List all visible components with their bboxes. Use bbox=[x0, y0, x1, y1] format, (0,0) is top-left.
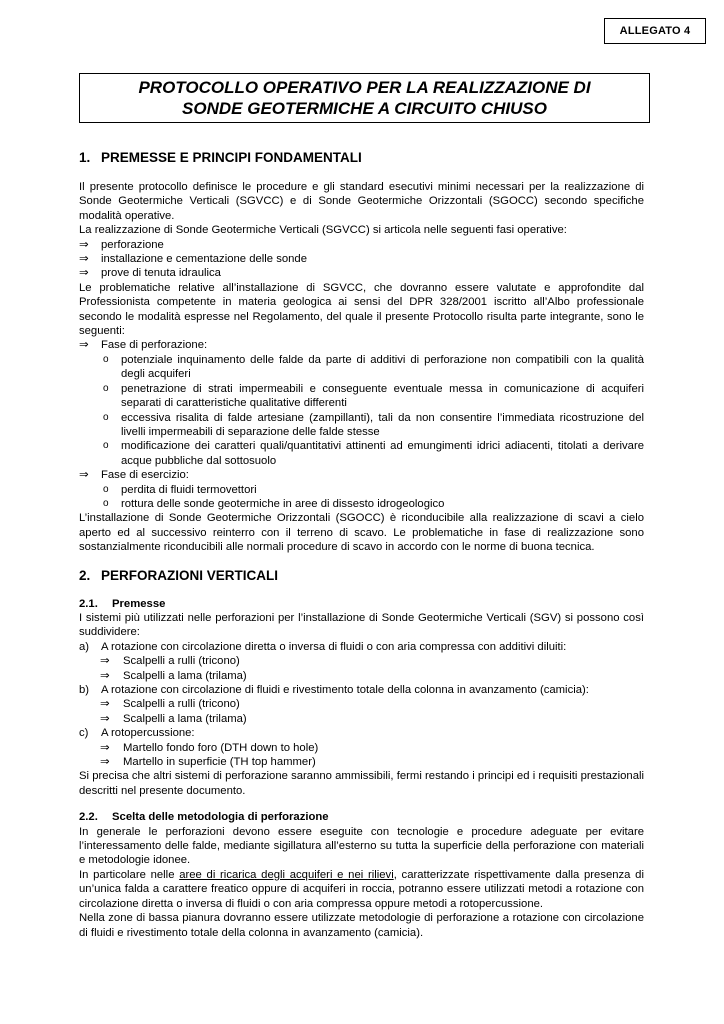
list-item bbox=[79, 468, 644, 482]
subsection-2-1-closing: Si precisa che altri sistemi di perforazione saranno ammissibili, fermi restando i principi ed i requisiti prestazionali descritti nel presente documento. bbox=[79, 770, 644, 797]
allegato-label: ALLEGATO 4 bbox=[604, 18, 706, 44]
list-item-text: Fase di esercizio: bbox=[101, 469, 189, 482]
list-item bbox=[79, 483, 644, 497]
list-item-text: Scalpelli a lama (trilama) bbox=[123, 712, 247, 725]
subsection-2-1-heading bbox=[79, 597, 644, 611]
circle-bullet-icon: o bbox=[103, 440, 109, 452]
subsection-2-2-number: 2.2. bbox=[79, 811, 98, 824]
arrow-right-icon: ⇒ bbox=[100, 669, 110, 682]
arrow-right-icon: ⇒ bbox=[100, 698, 110, 711]
paragraph-text: , caratterizzate rispettivamente dalla presenza di un’unica falda a carattere freatico oppure di acquiferi in roccia, potranno essere utilizzati metodi a rotazione con circolazione diretta o inversa di fluidi o con aria compressa oppure metodi a rotopercussione. bbox=[79, 868, 644, 910]
subsection-2-1-intro: I sistemi più utilizzati nelle perforazioni per l’installazione di Sonde Geotermiche Verticali (SGV) si possono così suddividere: bbox=[79, 611, 644, 639]
drilling-systems-list bbox=[79, 640, 644, 770]
list-item-text: prove di tenuta idraulica bbox=[101, 267, 221, 280]
list-item-text: penetrazione di strati impermeabili e conseguente eventuale messa in comunicazione di acquiferi separati di caratteristiche qualitative differenti bbox=[121, 382, 644, 410]
list-letter: a) bbox=[79, 640, 90, 653]
circle-bullet-icon: o bbox=[103, 382, 109, 394]
list-item-text: installazione e cementazione delle sonde bbox=[101, 253, 307, 266]
list-item-text: Martello in superficie (TH top hammer) bbox=[123, 756, 316, 769]
subsection-2-2-heading bbox=[79, 810, 644, 824]
subsection-2-1-title: Premesse bbox=[112, 597, 166, 610]
list-letter: c) bbox=[79, 727, 89, 740]
section-1-problems-intro: Le problematiche relative all’installazione di SGVCC, che dovranno essere valutate e approfondite dal Professionista competente in materia geologica ai sensi del DPR 328/2001 iscritto all’Albo professionale secondo le modalità espresse nel Regolamento, del quale il presente Protocollo risulta parte integrante, sono le seguenti: bbox=[79, 281, 644, 338]
list-item-text: Scalpelli a rulli (tricono) bbox=[123, 698, 240, 711]
list-item-text: potenziale inquinamento delle falde da parte di additivi di perforazione non compatibili con la qualità degli acquiferi bbox=[121, 353, 644, 381]
circle-bullet-icon: o bbox=[103, 497, 109, 509]
list-item bbox=[79, 669, 644, 683]
list-item bbox=[79, 654, 644, 668]
arrow-right-icon: ⇒ bbox=[100, 756, 110, 769]
list-item-text: modificazione dei caratteri quali/quantitativi attinenti ad emungimenti idrici adiacenti, titolati a derivare acque pubbliche dal sottosuolo bbox=[121, 440, 644, 467]
list-item-text: perdita di fluidi termovettori bbox=[121, 483, 257, 496]
list-item-text: Scalpelli a lama (trilama) bbox=[123, 669, 247, 682]
arrow-right-icon: ⇒ bbox=[100, 712, 110, 725]
document-title-line-2: SONDE GEOTERMICHE A CIRCUITO CHIUSO bbox=[182, 99, 547, 118]
list-item bbox=[79, 353, 644, 382]
list-item bbox=[79, 683, 644, 697]
paragraph-text: In particolare nelle bbox=[79, 868, 180, 881]
list-item-text: perforazione bbox=[101, 238, 164, 251]
subsection-2-2-paragraph-2 bbox=[79, 868, 644, 911]
section-2-title: PERFORAZIONI VERTICALI bbox=[101, 567, 279, 583]
section-1-phases-intro: La realizzazione di Sonde Geotermiche Verticali (SGVCC) si articola nelle seguenti fasi operative: bbox=[79, 224, 567, 237]
list-item bbox=[79, 755, 644, 769]
list-item bbox=[79, 382, 644, 411]
circle-bullet-icon: o bbox=[103, 411, 109, 423]
list-item bbox=[79, 238, 644, 252]
section-1-number: 1. bbox=[79, 150, 91, 165]
list-item bbox=[79, 411, 644, 440]
list-item-text: rottura delle sonde geotermiche in aree di dissesto idrogeologico bbox=[121, 497, 445, 510]
phases-list bbox=[79, 238, 644, 281]
list-item bbox=[79, 712, 644, 726]
list-item-text: A rotazione con circolazione diretta o inversa di fluidi o con aria compressa con additivi diluiti: bbox=[101, 640, 567, 653]
arrow-right-icon: ⇒ bbox=[100, 741, 110, 754]
list-item-text: A rotazione con circolazione di fluidi e rivestimento totale della colonna in avanzamento (camicia): bbox=[101, 684, 589, 696]
arrow-right-icon: ⇒ bbox=[79, 469, 89, 482]
arrow-right-icon: ⇒ bbox=[79, 339, 89, 352]
section-1-intro: Il presente protocollo definisce le procedure e gli standard esecutivi minimi necessari per la realizzazione di Sonde Geotermiche Verticali (SGVCC) e di Sonde Geotermiche Orizzontali (SGOCC) secondo specifiche modalità operative. bbox=[79, 181, 644, 222]
section-1-heading bbox=[79, 150, 644, 166]
circle-bullet-icon: o bbox=[103, 483, 109, 495]
list-item bbox=[79, 726, 644, 740]
list-item bbox=[79, 497, 644, 511]
subsection-2-2-title: Scelta delle metodologia di perforazione bbox=[112, 811, 329, 824]
document-title-box bbox=[79, 73, 650, 123]
list-item bbox=[79, 266, 644, 280]
section-2-number: 2. bbox=[79, 567, 91, 583]
underlined-text: aree di ricarica degli acquiferi e nei rilievi bbox=[179, 868, 394, 881]
circle-bullet-icon: o bbox=[103, 353, 109, 365]
subsection-2-2-paragraph-1: In generale le perforazioni devono essere eseguite con tecnologie e procedure adeguate per evitare l’interessamento delle falde, mediante sigillatura all’esterno su tutta la superficie della perforazione con materiali e metodologie idonee. bbox=[79, 825, 644, 867]
list-item bbox=[79, 640, 644, 654]
arrow-right-icon: ⇒ bbox=[79, 267, 89, 280]
section-1-title: PREMESSE E PRINCIPI FONDAMENTALI bbox=[101, 150, 362, 165]
list-item-text: Martello fondo foro (DTH down to hole) bbox=[123, 741, 319, 754]
list-item-text: eccessiva risalita di falde artesiane (zampillanti), tali da non consentire l’immediata ricostruzione del livelli impermeabili di separazione delle falde stesse bbox=[121, 411, 644, 438]
list-item bbox=[79, 741, 644, 755]
problems-list bbox=[79, 338, 644, 511]
document-body bbox=[79, 150, 644, 940]
arrow-right-icon: ⇒ bbox=[79, 238, 89, 251]
list-item-text: Fase di perforazione: bbox=[101, 339, 208, 352]
list-item bbox=[79, 697, 644, 711]
section-2-heading bbox=[79, 568, 644, 584]
subsection-2-1-number: 2.1. bbox=[79, 597, 98, 610]
list-item-text: A rotopercussione: bbox=[101, 727, 195, 740]
list-item-text: Scalpelli a rulli (tricono) bbox=[123, 655, 240, 668]
arrow-right-icon: ⇒ bbox=[100, 655, 110, 668]
list-item bbox=[79, 252, 644, 266]
list-item bbox=[79, 439, 644, 468]
section-1-closing: L’installazione di Sonde Geotermiche Orizzontali (SGOCC) è riconducibile alla realizzazione di scavi a cielo aperto ed al successivo reinterro con il terreno di scavo. Le problematiche in fase di realizzazione sono sostanzialmente riconducibili alle normali procedure di scavo in accordo con le norme di buona tecnica. bbox=[79, 512, 644, 554]
list-letter: b) bbox=[79, 684, 90, 696]
list-item bbox=[79, 338, 644, 352]
document-title-line-1: PROTOCOLLO OPERATIVO PER LA REALIZZAZIONE DI bbox=[138, 78, 591, 97]
arrow-right-icon: ⇒ bbox=[79, 253, 89, 266]
subsection-2-2-paragraph-3: Nella zone di bassa pianura dovranno essere utilizzate metodologie di perforazione a rotazione con circolazione di fluidi e rivestimento totale della colonna in avanzamento (camicia). bbox=[79, 912, 644, 939]
